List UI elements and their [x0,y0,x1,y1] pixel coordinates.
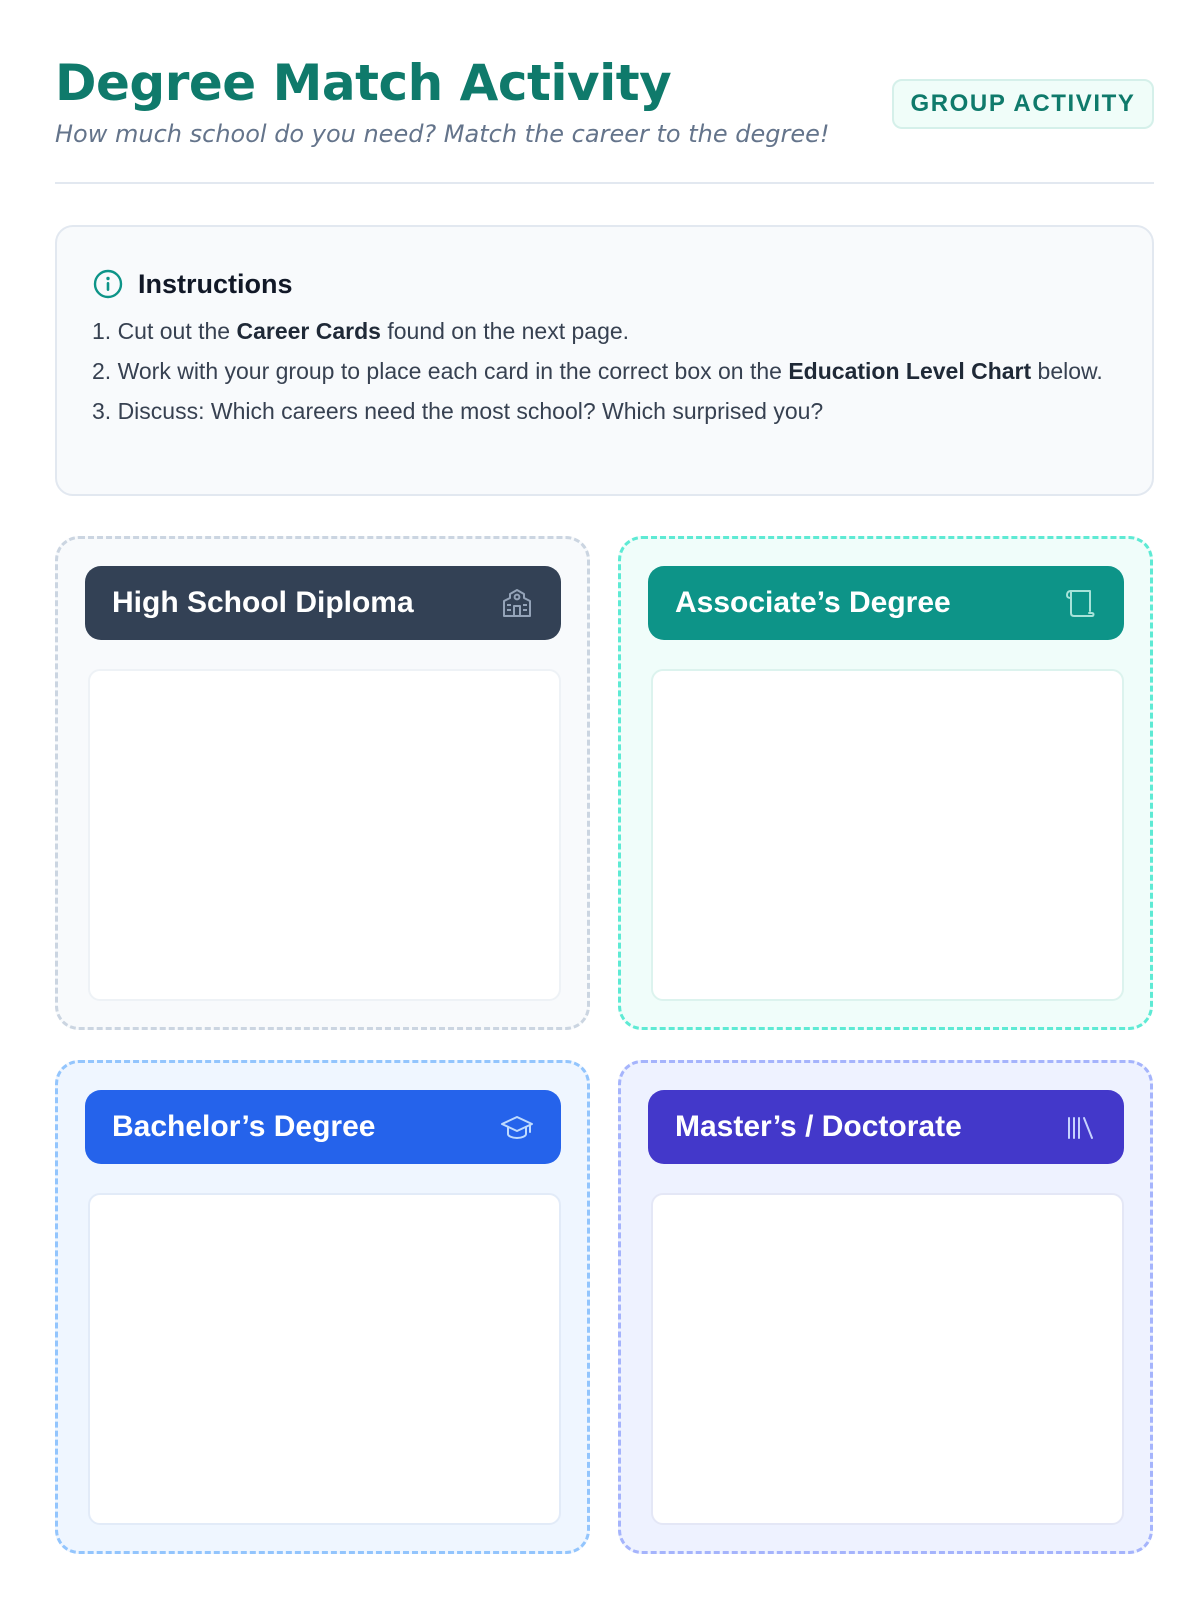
zone-title: Master’s / Doctorate [675,1110,962,1143]
zone-header-high-school [85,566,561,640]
zone-header-masters-doctorate [648,1090,1124,1164]
instruction-step: 3. Discuss: Which careers need the most school? Which surprised you? [92,398,824,424]
zone-header-associates [648,566,1124,640]
books-icon [1063,1110,1097,1144]
page-title: Degree Match Activity [55,54,672,112]
instructions-heading-row [92,266,293,302]
instructions-panel [55,225,1154,496]
drop-area-bachelors[interactable] [88,1193,561,1525]
drop-area-high-school[interactable] [88,669,561,1001]
scroll-icon [1063,586,1097,620]
zone-masters-doctorate [618,1060,1153,1554]
instructions-list [92,314,1122,434]
page-header [55,50,1154,184]
zone-header-bachelors [85,1090,561,1164]
drop-area-masters-doctorate[interactable] [651,1193,1124,1525]
zone-title: Associate’s Degree [675,586,951,619]
school-building-icon [500,586,534,620]
zone-associates [618,536,1153,1030]
group-activity-badge: GROUP ACTIVITY [892,79,1154,129]
worksheet-page [55,0,1154,1600]
instruction-step: 1. Cut out the Career Cards found on the next page. [92,318,630,344]
drop-area-associates[interactable] [651,669,1124,1001]
page-subtitle: How much school do you need? Match the career to the degree! [55,120,830,148]
zone-title: High School Diploma [112,586,414,619]
info-icon [92,268,124,300]
zone-bachelors [55,1060,590,1554]
instructions-heading: Instructions [138,268,293,299]
zone-title: Bachelor’s Degree [112,1110,376,1143]
instruction-step: 2. Work with your group to place each card in the correct box on the Education Level Chart below. [92,358,1103,384]
zone-high-school [55,536,590,1030]
graduation-cap-icon [500,1110,534,1144]
